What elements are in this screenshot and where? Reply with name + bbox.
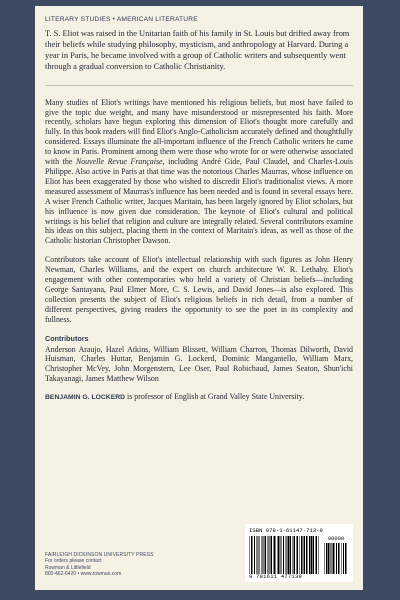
barcode-bar (324, 543, 325, 574)
barcode-bar (281, 536, 282, 574)
author-bio (45, 392, 353, 403)
barcode-bar (271, 536, 273, 574)
orders-line: For orders please contact (45, 558, 102, 565)
barcode-bar (265, 536, 267, 574)
body-paragraph-1-part-a: Many studies of Eliot's writings have mentioned his religious beliefs, but most have failed to give the topic due weight, and many have misunderstood or misrepresented his faith. More recently, scholars have begun exploring this dimension of Eliot's thought more carefully and fully. In this book readers will find Eliot's Anglo-Catholicism accurately defined and thoughtfully considered. Essays illuminate the all-important influence of the French Catholic writers he came to know in Paris. Prominent among them were those who wrote for or were otherwise associated with the (45, 97, 353, 167)
contact-line: 800-462-6420 • www.rowman.com (45, 571, 122, 578)
barcode-bar (304, 536, 305, 574)
barcode-bar (313, 536, 315, 574)
barcode-digits: 9 781611 477139 (249, 574, 303, 580)
contributors-heading: Contributors (45, 333, 89, 343)
barcode-addon-number: 90000 (327, 536, 345, 542)
barcode-bar (290, 536, 291, 574)
barcode-bar (328, 543, 330, 574)
barcode (245, 524, 353, 582)
barcode-bar (276, 536, 277, 574)
barcode-bar (292, 536, 293, 574)
barcode-bar (300, 536, 301, 574)
barcode-bar (251, 536, 253, 574)
barcode-bar (288, 536, 290, 574)
barcode-bar (301, 536, 303, 574)
barcode-bars (249, 536, 349, 574)
barcode-bar (345, 543, 347, 574)
barcode-bar (287, 536, 288, 574)
text-panel (35, 6, 363, 590)
barcode-bar (341, 543, 342, 574)
barcode-bar (309, 536, 311, 574)
barcode-bar (336, 543, 337, 574)
barcode-bar (333, 543, 335, 574)
barcode-bar (280, 536, 281, 574)
barcode-bar (335, 543, 336, 574)
author-name: BENJAMIN G. LOCKERD (45, 394, 126, 402)
body-paragraph-1 (45, 98, 353, 247)
divider (45, 85, 353, 86)
author-bio-text: is professor of English at Grand Valley State University. (125, 392, 305, 402)
barcode-bar (269, 536, 270, 574)
barcode-bar (254, 536, 255, 574)
barcode-addon (324, 536, 348, 574)
barcode-bar (283, 536, 284, 574)
barcode-bar (274, 536, 276, 574)
barcode-bar (306, 536, 308, 574)
barcode-bar (278, 536, 280, 574)
barcode-bar (249, 536, 250, 574)
barcode-bar (316, 536, 318, 574)
publisher-info (45, 552, 154, 578)
intro-paragraph: T. S. Eliot was raised in the Unitarian faith of his family in St. Louis but drifted away from their beliefs while studying philosophy, mysticism, and anthropology at Harvard. During a year in Paris, he became involved with a group of Catholic writers and subsequently went through a gradual conversion to Catholic Christianity. (45, 29, 350, 71)
barcode-bar (303, 536, 304, 574)
barcode-bar (257, 536, 258, 574)
barcode-bar (268, 536, 269, 574)
barcode-bar (326, 543, 327, 574)
barcode-bar (261, 536, 262, 574)
body-paragraph-1-part-b: , including André Gide, Paul Claudel, and Charles-Louis Philippe. Also active in Paris at that time was the notorious Charles Maurras, whose influence on Eliot has been exaggerated by those who wished to discredit Eliot's traditionalist views. A more measured assessment of Maurras's influence has been needed and is found in several essays here. A wiser French Catholic writer, Jacques Maritain, has been largely ignored by Eliot scholars, but his influence is now given due consideration. The keynote of Eliot's cultural and political writings is his belief that religion and culture are integrally related. Several contributors examine his ideas on this subject, placing them in the context of Maritain's ideas, as well as those of the Catholic historian Christopher Dawson. (45, 157, 353, 246)
barcode-bar (259, 536, 260, 574)
barcode-bar (331, 543, 332, 574)
barcode-bar (343, 543, 344, 574)
barcode-bar (286, 536, 287, 574)
barcode-main-bars (249, 536, 321, 574)
barcode-bar (311, 536, 312, 574)
barcode-bar (263, 536, 264, 574)
barcode-bar (297, 536, 299, 574)
contributors-list: Anderson Araujo, Hazel Atkins, William Blissett, William Charron, Thomas Dilworth, David Huisman, Charles Huttar, Benjamin G. Lockerd, Dominic Manganiello, William Marx, Christopher McVey, John Morgenstern, Lee Oser, Paul Robichaud, James Seaton, Shun'ichi Takayanagi, James Matthew Wilson (45, 344, 353, 384)
isbn-label: ISBN 978-1-61147-713-9 (249, 527, 323, 534)
distributor-line: Rowman & Littlefield (45, 564, 91, 571)
journal-title: Nouvelle Revue Française (75, 157, 163, 167)
barcode-bar (319, 536, 320, 574)
barcode-bar (330, 543, 331, 574)
publisher-name: FAIRLEIGH DICKINSON UNIVERSITY PRESS (45, 551, 154, 558)
body-paragraph-2: Contributors take account of Eliot's intellectual relationship with such figures as John Henry Newman, Charles Williams, and the expert on church architecture W. R. Lethaby. Eliot's engagement with other contemporaries who held a variety of Christian beliefs—including George Santayana, Paul Elmer More, C. S. Lewis, and David Jones—is also explored. This collection presents the subject of Eliot's religious beliefs in rich detail, from a number of different perspectives, giving readers the opportunity to see the poet in its complexity and fullness. (45, 255, 353, 324)
category-label: LITERARY STUDIES • AMERICAN LITERATURE (45, 16, 198, 23)
barcode-bar (338, 543, 340, 574)
barcode-bar (294, 536, 296, 574)
